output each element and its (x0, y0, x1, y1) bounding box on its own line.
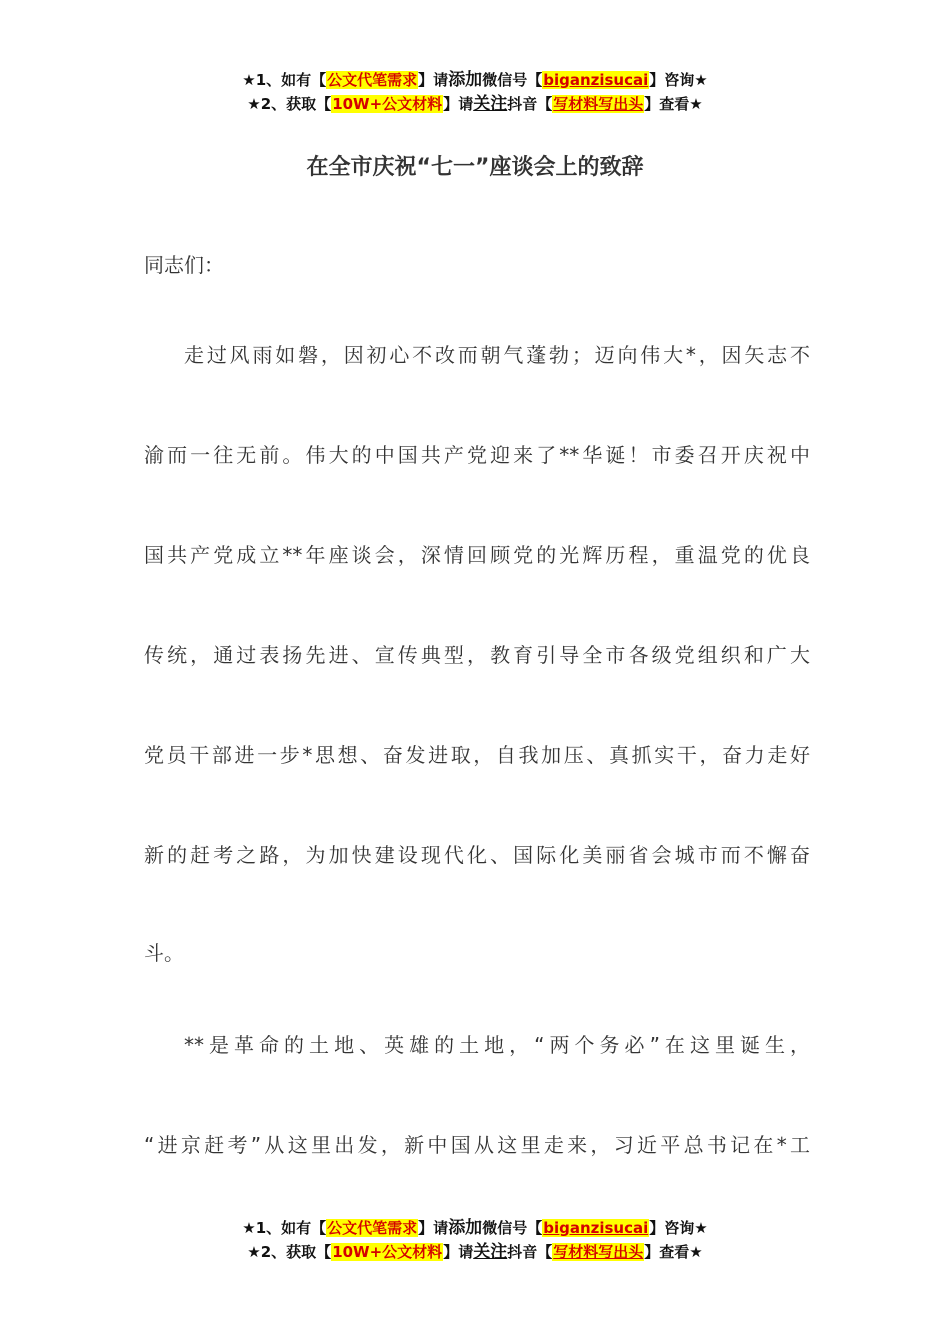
wechat-id: biganzisucai (543, 1219, 649, 1237)
document-title: 在全市庆祝“七一”座谈会上的致辞 (306, 155, 644, 180)
banner-emphasis: 关注 (473, 1242, 508, 1262)
body-line: **是革命的土地、英雄的土地，“两个务必”在这里诞生， (184, 1033, 810, 1057)
banner-text: ★1、如有【 (242, 71, 327, 89)
banner-text: ★2、获取【 (247, 1243, 332, 1261)
banner-text: ★2、获取【 (247, 95, 332, 113)
banner-emphasis: 添加 (448, 70, 483, 90)
body-line: “进京赶考”从这里出发，新中国从这里走来，习近平总书记在*工 (144, 1133, 810, 1157)
body-line: 新的赶考之路，为加快建设现代化、国际化美丽省会城市而不懈奋 (144, 843, 810, 867)
body-line: 斗。 (144, 941, 184, 965)
banner-text: 】查看★ (644, 95, 703, 113)
douyin-id: 写材料写出头 (553, 95, 644, 113)
body-line: 走过风雨如磐，因初心不改而朝气蓬勃；迈向伟大*，因矢志不 (184, 343, 810, 367)
banner-line-1 (0, 1216, 950, 1240)
header-banner (0, 68, 950, 116)
banner-text: 】咨询★ (649, 1219, 708, 1237)
banner-highlight: 10W+公文材料 (332, 95, 443, 113)
body-line: 党员干部进一步*思想、奋发进取，自我加压、真抓实干，奋力走好 (144, 743, 810, 767)
banner-line-1 (0, 68, 950, 92)
banner-text: 】请 (418, 1219, 449, 1237)
banner-highlight: 公文代笔需求 (327, 71, 418, 89)
body-line: 传统，通过表扬先进、宣传典型，教育引导全市各级党组织和广大 (144, 643, 810, 667)
wechat-id: biganzisucai (543, 71, 649, 89)
body-line: 国共产党成立**年座谈会，深情回顾党的光辉历程，重温党的优良 (144, 543, 810, 567)
footer-banner (0, 1216, 950, 1264)
banner-line-2 (0, 1240, 950, 1264)
banner-emphasis: 关注 (473, 94, 508, 114)
salutation: 同志们： (144, 253, 224, 277)
banner-text: 抖音【 (507, 95, 553, 113)
banner-highlight: 公文代笔需求 (327, 1219, 418, 1237)
banner-text: 】咨询★ (649, 71, 708, 89)
banner-text: 】请 (443, 95, 474, 113)
banner-text: 】请 (418, 71, 449, 89)
banner-text: ★1、如有【 (242, 1219, 327, 1237)
banner-highlight: 10W+公文材料 (332, 1243, 443, 1261)
banner-text: 】查看★ (644, 1243, 703, 1261)
banner-emphasis: 添加 (448, 1218, 483, 1238)
banner-text: 微信号【 (482, 1219, 543, 1237)
douyin-id: 写材料写出头 (553, 1243, 644, 1261)
banner-line-2 (0, 92, 950, 116)
body-line: 渝而一往无前。伟大的中国共产党迎来了**华诞！市委召开庆祝中 (144, 443, 810, 467)
banner-text: 】请 (443, 1243, 474, 1261)
banner-text: 微信号【 (482, 71, 543, 89)
banner-text: 抖音【 (507, 1243, 553, 1261)
